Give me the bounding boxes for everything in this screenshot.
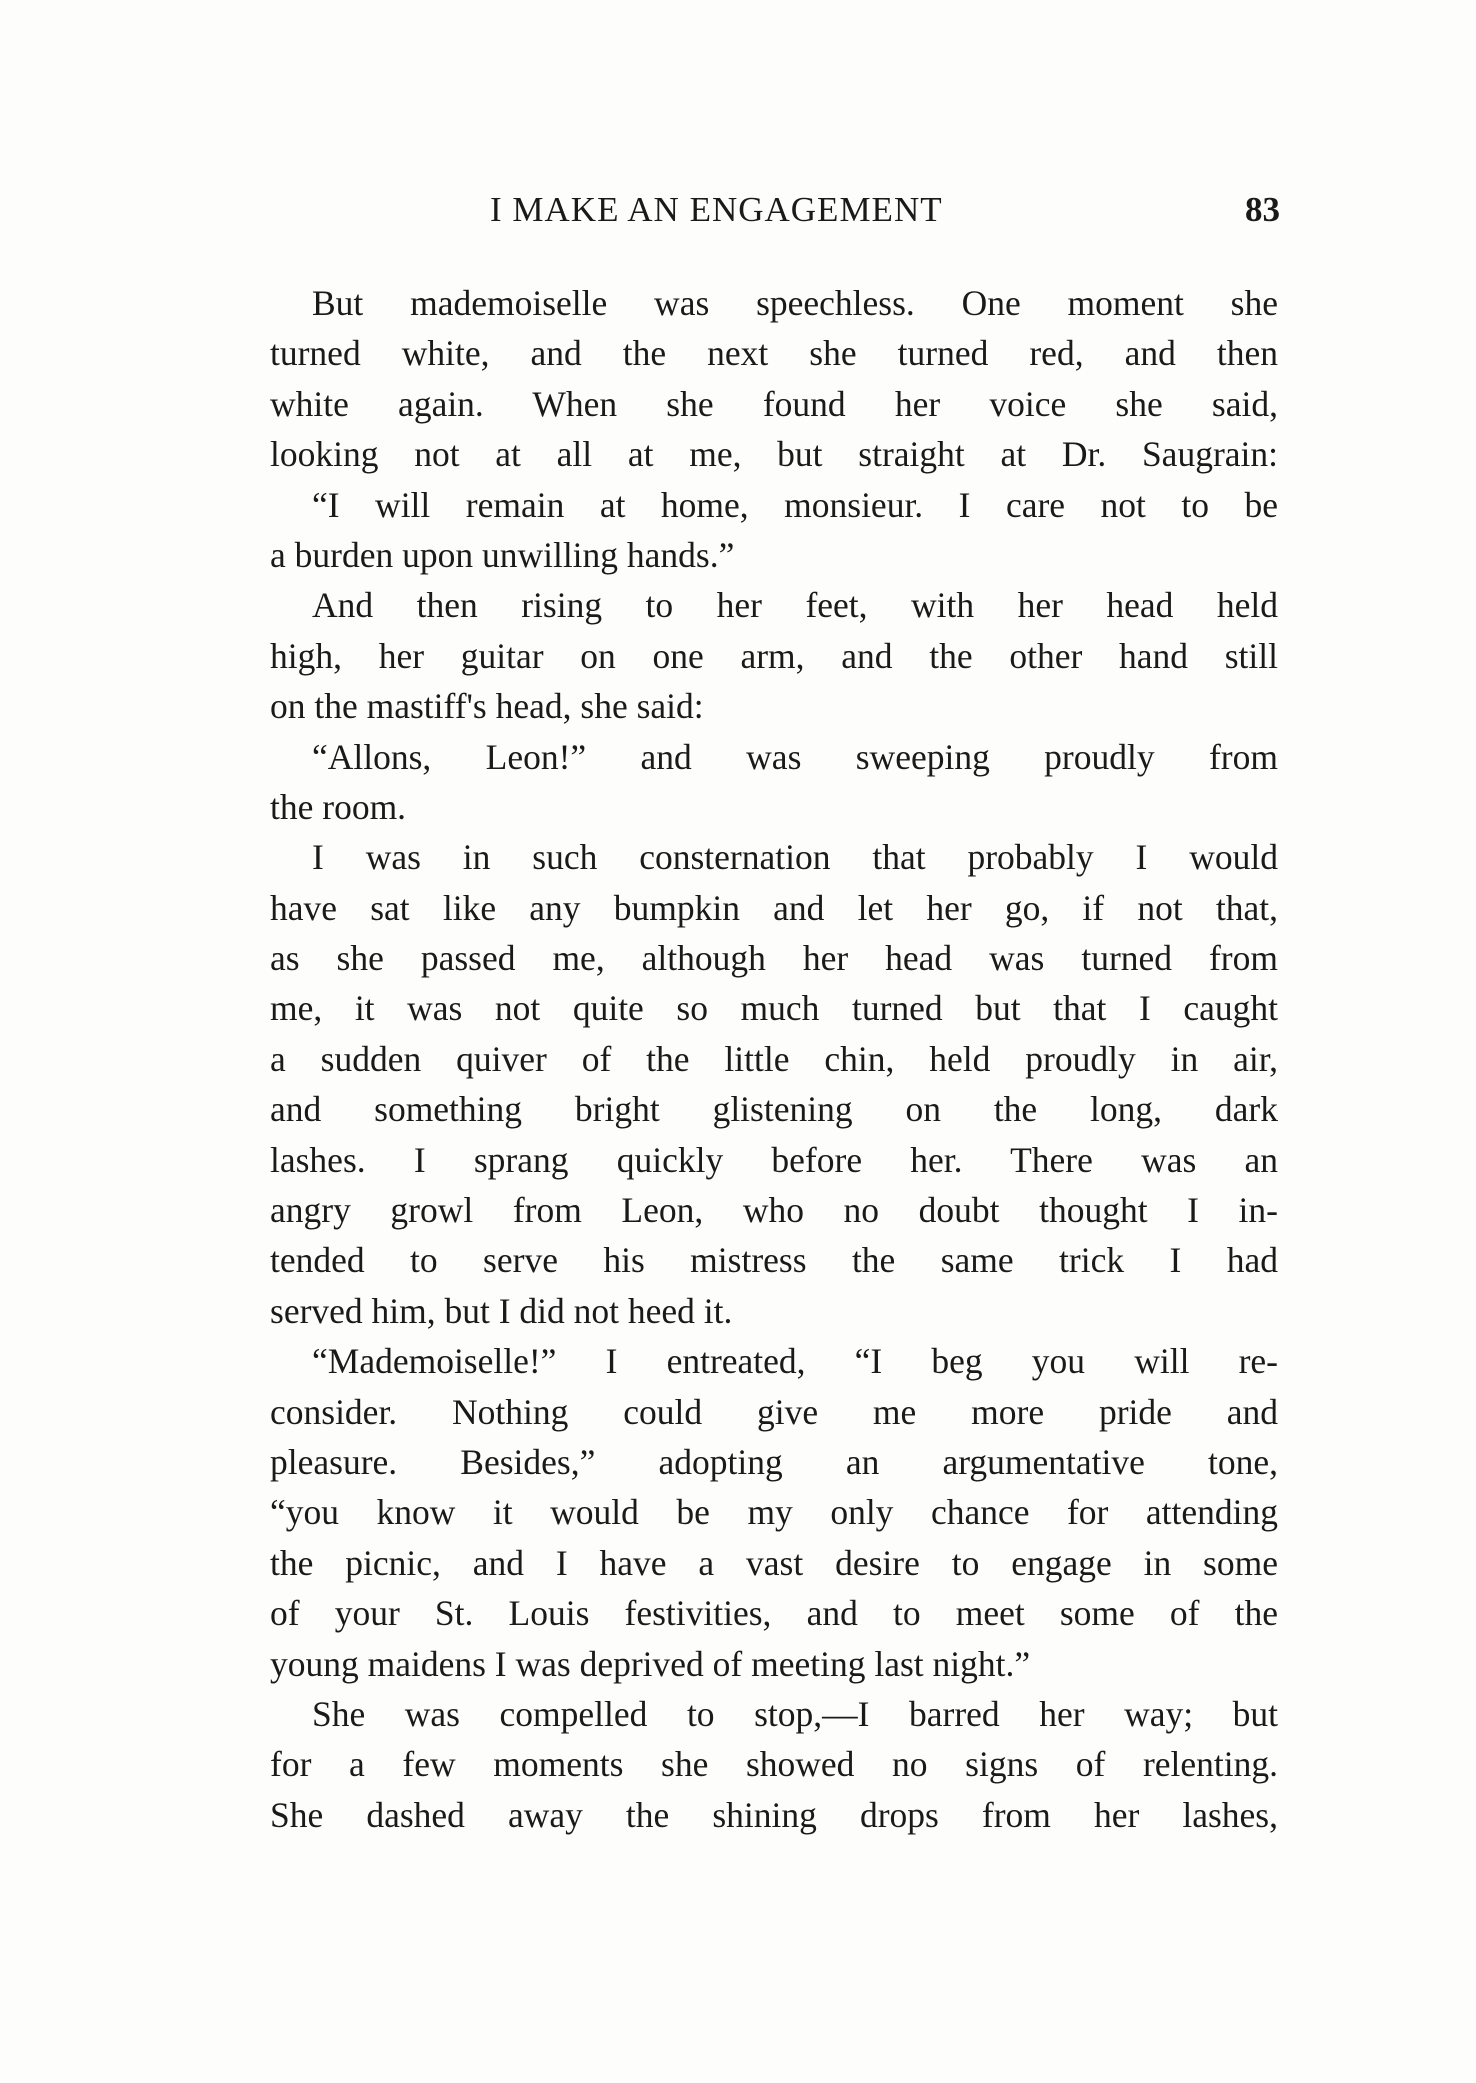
text-line: young maidens I was deprived of meeting last night.” bbox=[270, 1643, 1031, 1684]
page-number: 83 bbox=[1245, 190, 1280, 229]
text-line: on the mastiff's head, she said: bbox=[270, 686, 704, 727]
text-line: and something bright glistening on the long, dark bbox=[270, 1089, 1278, 1130]
text-line: turned white, and the next she turned red, and then bbox=[270, 333, 1278, 374]
text-line: of your St. Louis festivities, and to meet some of the bbox=[270, 1593, 1278, 1634]
text-line: have sat like any bumpkin and let her go, if not that, bbox=[270, 887, 1278, 928]
page-header bbox=[270, 190, 1280, 240]
text-line: She was compelled to stop,—I barred her way; but bbox=[312, 1693, 1278, 1734]
text-line: I was in such consternation that probably I would bbox=[312, 837, 1278, 878]
text-line: “I will remain at home, monsieur. I care not to be bbox=[312, 484, 1278, 525]
text-line: me, it was not quite so much turned but that I caught bbox=[270, 988, 1278, 1029]
text-line: looking not at all at me, but straight at Dr. Saugrain: bbox=[270, 434, 1278, 475]
text-line: served him, but I did not heed it. bbox=[270, 1290, 733, 1331]
text-line: a sudden quiver of the little chin, held proudly in air, bbox=[270, 1038, 1278, 1079]
running-head: I MAKE AN ENGAGEMENT bbox=[490, 190, 943, 229]
text-line: lashes. I sprang quickly before her. There was an bbox=[270, 1139, 1278, 1180]
text-line: “Allons, Leon!” and was sweeping proudly from bbox=[312, 736, 1278, 777]
text-line: “Mademoiselle!” I entreated, “I beg you will re- bbox=[312, 1341, 1278, 1382]
text-line: consider. Nothing could give me more pride and bbox=[270, 1391, 1278, 1432]
text-line: high, her guitar on one arm, and the other hand still bbox=[270, 635, 1278, 676]
text-line: “you know it would be my only chance for attending bbox=[270, 1492, 1278, 1533]
text-line: tended to serve his mistress the same trick I had bbox=[270, 1240, 1278, 1281]
body-text bbox=[270, 278, 1278, 1840]
text-line: the room. bbox=[270, 786, 407, 827]
text-line: a burden upon unwilling hands.” bbox=[270, 534, 735, 575]
text-line: But mademoiselle was speechless. One moment she bbox=[312, 283, 1278, 323]
text-line: the picnic, and I have a vast desire to engage in some bbox=[270, 1542, 1278, 1583]
text-line: And then rising to her feet, with her head held bbox=[312, 585, 1278, 626]
text-line: angry growl from Leon, who no doubt thought I in- bbox=[270, 1190, 1278, 1231]
text-line: for a few moments she showed no signs of relenting. bbox=[270, 1744, 1278, 1785]
text-line: white again. When she found her voice she said, bbox=[270, 383, 1278, 424]
text-line: as she passed me, although her head was turned from bbox=[270, 938, 1278, 979]
text-line: pleasure. Besides,” adopting an argumentative tone, bbox=[270, 1441, 1278, 1482]
text-line: She dashed away the shining drops from her lashes, bbox=[270, 1794, 1278, 1835]
